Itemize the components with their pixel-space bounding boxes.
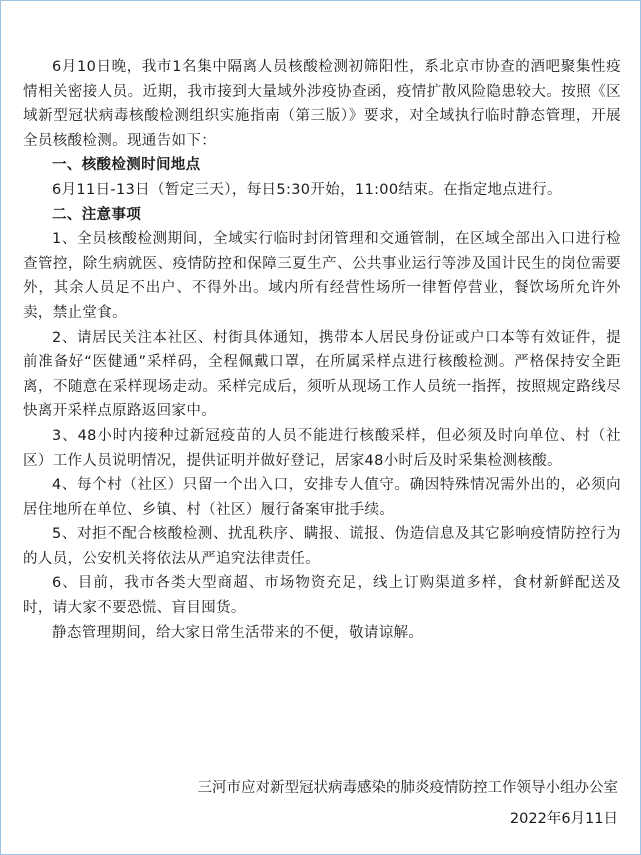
time-place-paragraph: 6月11日-13日（暂定三天），每日5:30开始，11:00结束。在指定地点进行。 xyxy=(52,181,562,198)
issue-date: 2022年6月11日 xyxy=(509,811,618,827)
notice-body xyxy=(23,55,621,645)
section-heading-notes: 二、注意事项 xyxy=(52,206,142,223)
note-item-1: 1、全员核酸检测期间，全域实行临时封闭管理和交通管制，在区域全部出入口进行检查管控，除生病就医、疫情防控和保障三夏生产、公共事业运行等涉及国计民生的岗位需要外，其余人员足不出户、不得外出。域内所有经营性场所一律暂停营业，餐饮场所允许外卖，禁止堂食。 xyxy=(23,231,621,321)
closing-paragraph: 静态管理期间，给大家日常生活带来的不便，敬请谅解。 xyxy=(52,624,424,641)
note-item-3: 3、48小时内接种过新冠疫苗的人员不能进行核酸采样，但必须及时向单位、村（社区）工作人员说明情况，提供证明并做好登记，居家48小时后及时采集检测核酸。 xyxy=(23,427,621,469)
intro-paragraph: 6月10日晚，我市1名集中隔离人员核酸检测初筛阳性，系北京市协查的酒吧聚集性疫情相关密接人员。近期，我市接到大量域外涉疫协查函，疫情扩散风险隐患较大。按照《区域新型冠状病毒核酸检测组织实施指南（第三版）》要求，对全域执行临时静态管理，开展全员核酸检测。现通告如下： xyxy=(23,59,621,149)
section-heading-time-place: 一、核酸检测时间地点 xyxy=(52,157,201,174)
issuer-signature: 三河市应对新型冠状病毒感染的肺炎疫情防控工作领导小组办公室 xyxy=(197,780,618,796)
note-item-6: 6、目前，我市各类大型商超、市场物资充足，线上订购渠道多样，食材新鲜配送及时，请大家不要恐慌、盲目囤货。 xyxy=(23,575,621,617)
note-item-5: 5、对拒不配合核酸检测、扰乱秩序、瞒报、谎报、伪造信息及其它影响疫情防控行为的人员，公安机关将依法从严追究法律责任。 xyxy=(23,526,621,567)
note-item-4: 4、每个村（社区）只留一个出入口，安排专人值守。确因特殊情况需外出的，必须向居住地所在单位、乡镇、村（社区）履行备案审批手续。 xyxy=(23,477,621,518)
note-item-2: 2、请居民关注本社区、村街具体通知，携带本人居民身份证或户口本等有效证件，提前准备好“医健通”采样码，全程佩戴口罩，在所属采样点进行核酸检测。严格保持安全距离，不随意在采样现场走动。采样完成后，须听从现场工作人员统一指挥，按照规定路线尽快离开采样点原路返回家中。 xyxy=(23,329,621,420)
